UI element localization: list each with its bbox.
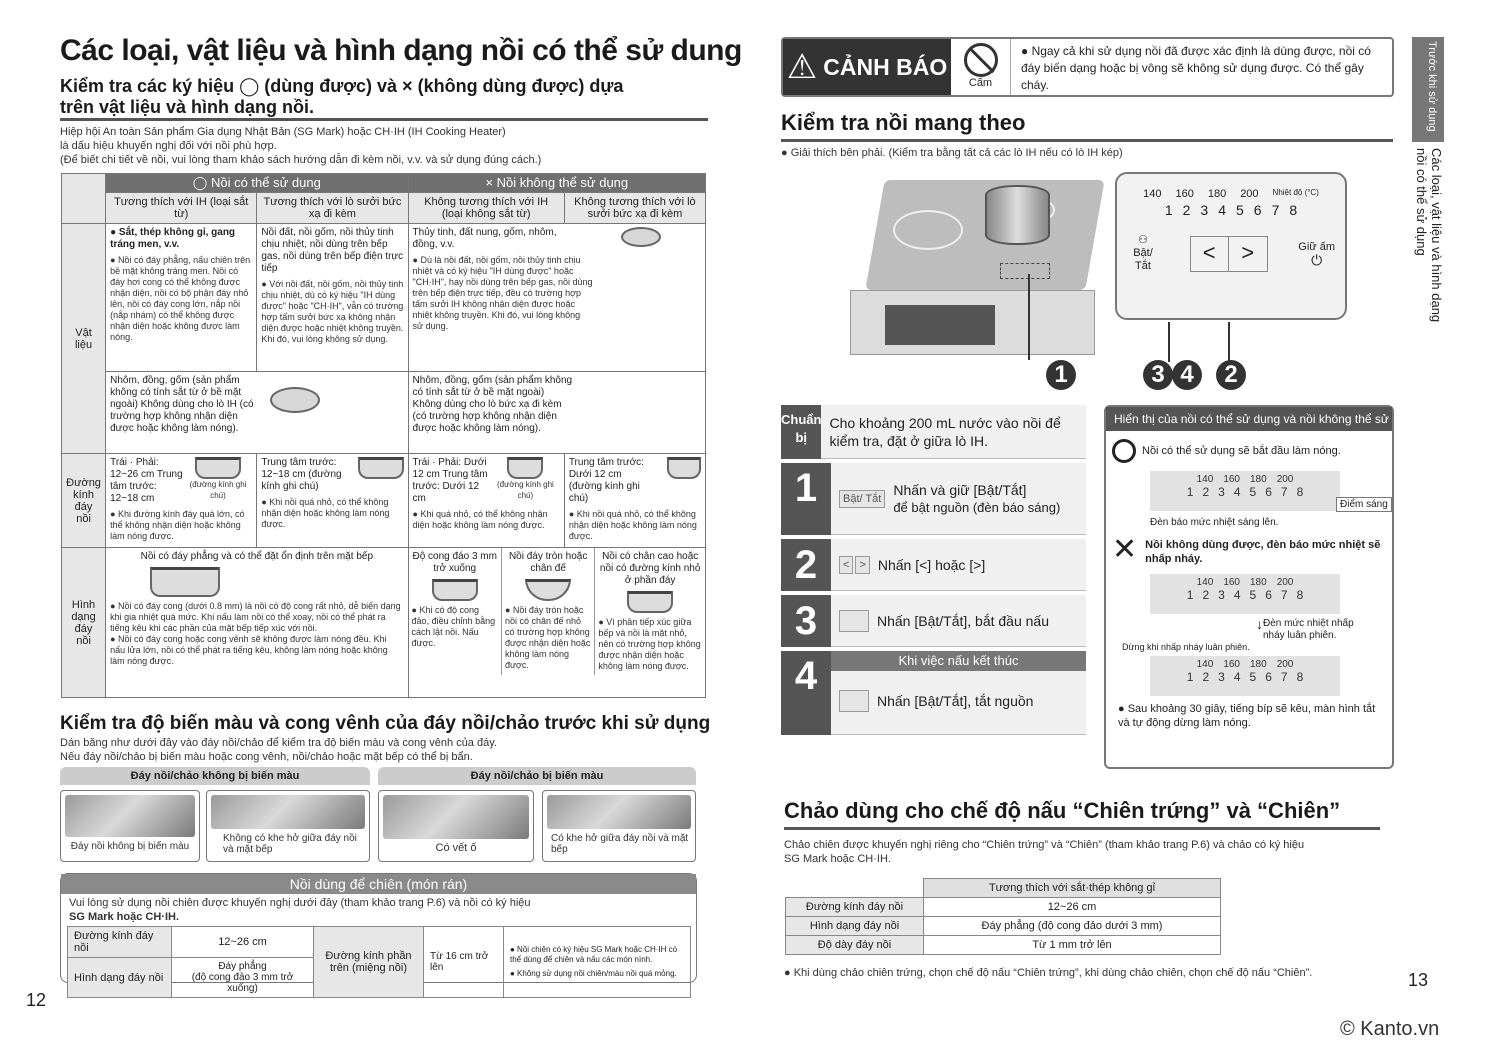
cell-text: Trung tâm trước: 12~18 cm (đường kính ghi chú) xyxy=(261,457,342,492)
blink-caption: Đèn mức nhiệt nhấp nháy luân phiên. xyxy=(1263,618,1354,641)
table-corner xyxy=(786,879,924,898)
pot-on-cooktop-icon xyxy=(985,185,1050,245)
page-title: Các loại, vật liệu và hình dạng nồi có thể sử dung xyxy=(60,34,742,67)
photo-caption: Có khe hở giữa đáy nồi và mặt bếp xyxy=(551,833,689,855)
steps-panel xyxy=(781,405,1086,735)
table-cell xyxy=(257,224,408,372)
callout-number: 4 xyxy=(1172,360,1202,390)
temp-unit: Nhiệt độ (°C) xyxy=(1272,188,1319,197)
level-number: 6 xyxy=(1253,202,1262,218)
lit-label: Điểm sáng xyxy=(1336,497,1392,512)
callout-number: 2 xyxy=(1216,360,1246,390)
step-prep xyxy=(781,405,1086,459)
ok-circle-icon xyxy=(1112,439,1136,463)
cell-note: ● Dù là nồi đất, nồi gốm, nồi thủy tinh chịu nhiệt và có ký hiệu "IH dùng được" hoặc "CH·IH", hay nồi dùng trên bếp gas, nồi dùng trên bếp điện trực tiếp, đều có trường hợp tấm sưởi IH không nhận diện được hoặc nhiệt không truyền. Khi đó, vui lòng không sử dụng. xyxy=(412,255,593,331)
column-header: Tương thích với IH (loại sắt từ) xyxy=(106,193,257,224)
warning-label: CẢNH BÁO xyxy=(823,53,948,80)
subtitle-line: Kiểm tra các ký hiệu ◯ (dùng được) và × (không dùng được) dựa xyxy=(60,76,624,96)
spec-value: 12~26 cm xyxy=(924,898,1221,917)
spec-value: (độ cong đảo 3 mm trở xuống) xyxy=(191,972,294,994)
table-cell xyxy=(408,454,564,548)
row-header-shape: Hình dạng đáy nồi xyxy=(62,548,106,698)
cell-note: ● Nồi đáy tròn hoặc nồi có chân đế nhỏ có trường hợp không được nhận diện hoặc không làm nóng được. xyxy=(504,605,591,670)
display-result-box xyxy=(1104,405,1394,769)
intro-line: (Để biết chi tiết về nồi, vui lòng tham khảo sách hướng dẫn đi kèm nồi, v.v. và sử dụng đúng cách.) xyxy=(60,154,542,166)
step-number: 1 xyxy=(781,463,831,535)
step-1 xyxy=(781,463,1086,535)
caption: (đường kính ghi chú) xyxy=(189,480,247,500)
cell-title: Thủy tinh, đất nung, gốm, nhôm, đồng, v.v. xyxy=(412,227,557,250)
panel-buttons xyxy=(1127,234,1335,273)
keep-warm-label: Giữ ấm xyxy=(1298,240,1335,253)
grill-door xyxy=(885,305,995,345)
photo-card xyxy=(206,790,370,862)
step-number: 4 xyxy=(781,651,831,735)
display-off: 140 160 180 200 1 2 3 4 5 6 7 8 xyxy=(1150,656,1340,696)
cell-note: ● Vì phần tiếp xúc giữa bếp và nồi là mặt nhỏ, nên có trường hợp không được nhận diện hoặc không làm nóng được. xyxy=(598,617,701,671)
text-line: Nếu đáy nồi/chảo bị biến màu hoặc cong vênh, nồi/chảo hoặc mặt bếp có thể bị bẩn. xyxy=(60,751,473,763)
photo-card xyxy=(542,790,696,862)
spec-value: Đáy phẳng xyxy=(218,961,267,972)
spec-key: Độ dày đáy nồi xyxy=(786,936,924,955)
step-4 xyxy=(781,651,1086,735)
warped-pan-photo xyxy=(547,795,691,829)
pot-icon xyxy=(432,579,478,601)
onoff-icon: ⚇ xyxy=(1138,234,1148,246)
section-title-discolor: Kiểm tra độ biến màu và cong vênh của đáy nồi/chảo trước khi sử dụng xyxy=(60,713,711,734)
intro-line: là dấu hiệu khuyến nghị đối với nồi phù hợp. xyxy=(60,140,277,152)
cell-text: Trái · Phải: 12~26 cm Trung tâm trước: 12~18 cm xyxy=(110,457,183,504)
table-cell xyxy=(106,548,408,698)
display-lit: 140 160 180 200 1 2 3 4 5 6 7 8 xyxy=(1150,471,1340,511)
onoff-key-icon xyxy=(839,610,869,632)
left-key-icon: < xyxy=(839,556,853,574)
side-tab-pot-types[interactable]: Các loại, vật liệu và hình dạng nồi có thể sử dụng xyxy=(1414,148,1444,323)
pan-spec-table xyxy=(785,878,1221,955)
spec-header: Tương thích với sắt·thép không gỉ xyxy=(924,879,1221,898)
blink-note xyxy=(1256,618,1392,642)
text-line: Dán băng như dưới đây vào đáy nồi/chảo để kiểm tra độ biến màu và cong vênh của đáy. xyxy=(60,737,497,749)
spec-note: ● Nồi chiên có ký hiệu SG Mark hoặc CH·IH có thể dùng để chiên và nấu các món nình. xyxy=(510,945,678,964)
prohibit-label: Cấm xyxy=(968,77,993,89)
spec-key: Hình dạng đáy nồi xyxy=(68,958,172,998)
warning-label-block xyxy=(783,39,951,95)
cell-text: Nhôm, đồng, gốm (sản phẩm không có tính sắt từ ở bề mặt ngoài) Không dùng cho lò IH (có trường hợp không nhận diện được hoặc không làm nóng). xyxy=(110,375,254,434)
right-key-icon: > xyxy=(855,556,869,574)
cell-title: ● Sắt, thép không gỉ, gang tráng men, v.v. xyxy=(110,227,236,250)
step-label: Chuẩn bị xyxy=(781,405,821,459)
callout-line xyxy=(1168,322,1170,362)
step-text: để bật nguồn (đèn báo sáng) xyxy=(893,499,1061,515)
callout-number: 1 xyxy=(1046,360,1076,390)
increase-button[interactable]: > xyxy=(1241,239,1255,265)
control-panel xyxy=(1115,172,1347,320)
table-cell xyxy=(408,548,705,698)
table-corner xyxy=(62,174,106,224)
table-cell xyxy=(106,454,257,548)
footed-pot-icon xyxy=(627,591,673,613)
step-text: Nhấn [Bật/Tắt], bắt đầu nấu xyxy=(877,612,1050,629)
prohibit-block xyxy=(951,39,1011,95)
text-line: Chảo chiên được khuyến nghị riêng cho “Chiên trứng” và “Chiên” (tham khảo trang P.6) và chảo có ký hiệu xyxy=(784,839,1305,851)
intro-text xyxy=(60,125,700,167)
side-tab-before-use[interactable]: Trước khi sử dụng xyxy=(1412,37,1444,142)
cell-title: Độ cong đáo 3 mm trở xuống xyxy=(412,551,497,574)
step-text: Nhấn và giữ [Bật/Tắt] xyxy=(893,481,1027,498)
level-number: 2 xyxy=(1182,202,1191,218)
ok-text: Nồi có thể sử dụng sẽ bắt đầu làm nóng. xyxy=(1142,445,1341,457)
prohibit-icon xyxy=(964,43,998,77)
cell-note: ● Nồi có đáy cong hoặc cong vênh sẽ không được làm nóng đều. Khi nấu lửa lớn, nồi có thể phát ra tiếng kêu, không làm nóng hoặc không làm nóng được. xyxy=(110,634,388,666)
spec-value: Từ 1 mm trở lên xyxy=(924,936,1221,955)
section-title-check: Kiểm tra nồi mang theo xyxy=(781,110,1026,135)
ok-caption: Đèn báo mức nhiệt sáng lên. xyxy=(1150,517,1279,528)
level-number: 4 xyxy=(1218,202,1226,218)
stained-pan-photo xyxy=(383,795,529,839)
spec-key: Đường kính phần trên (miệng nồi) xyxy=(314,927,424,998)
cell-note: ● Nồi có đáy phẳng, nấu chiên trên bề mặt không tráng men. Nồi có đáy hơi cong có thể không được nhận diện, nồi có bộ phận đáy nhỏ lên, nồi có đáy cong lớn, nắp nồi (nắp nhám) có thể không được nhận diện hoặc không được làm nóng. xyxy=(110,255,251,342)
cell-note: ● Khi đường kính đáy quá lớn, có thể không nhận diện hoặc không làm nóng được. xyxy=(110,509,245,541)
divider xyxy=(781,139,1393,142)
level-number: 1 xyxy=(1164,202,1173,218)
cell-title: Nồi có chân cao hoặc nồi có đường kính nhỏ ở phần đáy xyxy=(599,551,701,586)
pan-note: ● Khi dùng chảo chiên trứng, chọn chế độ nấu “Chiên trứng”, khi dùng chảo chiên, chọn chế độ nấu “Chiên”. xyxy=(784,967,1313,979)
pan-bottom-photo xyxy=(65,795,195,837)
table-cell xyxy=(408,372,705,454)
row-header-diameter: Đường kính đáy nồi xyxy=(62,454,106,548)
onoff-key-icon xyxy=(839,690,869,712)
onoff-label: Bật/ Tắt xyxy=(1133,247,1153,272)
callout-line xyxy=(1028,274,1030,360)
section-text xyxy=(60,736,700,764)
control-area-marker xyxy=(1000,263,1050,279)
section-title-pan: Chảo dùng cho chế độ nấu “Chiên trứng” và “Chiên” xyxy=(784,798,1341,823)
temp-label: 200 xyxy=(1240,188,1259,200)
onoff-button[interactable] xyxy=(1127,234,1159,273)
subtitle-line: trên vật liệu và hình dạng nồi. xyxy=(60,97,315,117)
step-number: 3 xyxy=(781,595,831,647)
caption: (đường kính ghi chú) xyxy=(496,480,554,500)
cell-title: Nồi có đáy phẳng và có thể đặt ổn định trên mặt bếp xyxy=(140,551,374,562)
pot-compatibility-table xyxy=(61,173,706,698)
level-number: 5 xyxy=(1236,202,1244,218)
step-3 xyxy=(781,595,1086,647)
power-icon: ⏻ xyxy=(1311,251,1323,268)
decrease-button[interactable]: < xyxy=(1191,237,1229,271)
spec-value: Từ 16 cm trở lên xyxy=(424,927,504,998)
cell-note: ● Khi có độ cong đảo, điều chỉnh bằng cách lật nồi. Nấu được. xyxy=(411,605,496,648)
burner-ring xyxy=(893,210,963,250)
cell-note: ● Khi nồi quá nhỏ, có thể không nhận diện hoặc không làm nóng được. xyxy=(261,497,390,529)
table-cell xyxy=(106,372,408,454)
pot-icon xyxy=(667,457,701,479)
step-2 xyxy=(781,539,1086,591)
cooktop-illustration xyxy=(845,175,1095,385)
warning-text: ● Ngay cả khi sử dụng nồi đã được xác định là dùng được, nồi có đáy biến dạng hoặc bị vông sẽ không sử dụng được. Có thể gây cháy. xyxy=(1021,44,1371,92)
temp-labels xyxy=(1127,188,1335,200)
cell-note: ● Nồi có đáy cong (dưới 0.8 mm) là nồi có độ cong rất nhỏ, dễ biến dạng khi gia nhiệt quá mức. Khi nấu làm nồi có thể xoay, nồi có thể phát ra tiếng kêu khi các phần của mặt bếp tiếp xúc với nồi. xyxy=(110,601,401,633)
cell-text: Trái · Phải: Dưới 12 cm Trung tâm trước: Dưới 12 cm xyxy=(412,457,488,504)
photo-caption: Có vết ố xyxy=(435,842,477,854)
pot-icon xyxy=(507,457,543,479)
frying-pot-box xyxy=(60,873,697,994)
spec-key: Hình dạng đáy nồi xyxy=(786,917,924,936)
cell-text: Nhôm, đồng, gốm (sản phẩm không có tính sắt từ ở bề mặt ngoài) Không dùng cho lò bức xạ đi kèm (có trường hợp không nhận diện được hoặc không làm nóng). xyxy=(412,375,573,434)
pan-side-photo xyxy=(211,795,365,829)
round-pot-icon xyxy=(525,579,571,601)
column-header: Không tương thích với IH (loại không sắt từ) xyxy=(408,193,564,224)
arrow-down-icon: ↓ xyxy=(1256,616,1263,632)
callout-line xyxy=(1228,322,1230,362)
spec-key: Đường kính đáy nồi xyxy=(786,898,924,917)
check-note: ● Giải thích bên phải. (Kiểm tra bằng tất cả các lò IH nếu có lò IH kép) xyxy=(781,147,1123,159)
flat-pot-icon xyxy=(150,567,220,597)
cell-note: ● Với nồi đất, nồi gốm, nồi thủy tinh chịu nhiệt, dù có ký hiệu "IH dùng được" hoặc "CH·IH", vẫn có trường hợp tấm sưởi bức xạ không nhận diện được hoặc nhiệt không truyền. Khi đó, vui lòng không sử dụng. xyxy=(261,279,404,344)
warning-box xyxy=(781,37,1394,97)
photo-caption: Đáy nồi không bị biến màu xyxy=(70,841,190,852)
cell-note: ● Khi nồi quá nhỏ, có thể không nhận diện hoặc không làm nóng được. xyxy=(568,509,697,541)
level-number: 7 xyxy=(1271,202,1280,218)
level-numbers xyxy=(1127,202,1335,218)
cell-text: Trung tâm trước: Dưới 12 cm (đường kính ghi chú) xyxy=(568,457,644,504)
step-subheader: Khi việc nấu kết thúc xyxy=(831,651,1086,671)
stop-caption: Dừng khi nhấp nháy luân phiên. xyxy=(1122,642,1250,652)
page-number-right: 13 xyxy=(1408,970,1429,990)
box-title: Nồi dùng để chiên (món rán) xyxy=(61,874,696,894)
level-number: 8 xyxy=(1289,202,1298,218)
cell-note: ● Khi quá nhỏ, có thể không nhận diện hoặc không làm nóng được. xyxy=(412,509,548,530)
temp-label: 180 xyxy=(1207,188,1227,200)
spec-note: ● Không sử dụng nồi chiên/màu nồi quá mỏng. xyxy=(510,969,677,978)
end-note: ● Sau khoảng 30 giây, tiếng bíp sẽ kêu, màn hình tắt và tự động dừng làm nóng. xyxy=(1118,703,1376,729)
step-number: 2 xyxy=(781,539,831,591)
row-header-material: Vật liệu xyxy=(62,224,106,454)
section-subtitle xyxy=(60,76,623,118)
text-line: SG Mark hoặc CH·IH. xyxy=(784,853,891,865)
step-text: Cho khoảng 200 mL nước vào nồi để kiểm tra, đặt ở giữa lò IH. xyxy=(829,414,1061,449)
box-text: SG Mark hoặc CH·IH. xyxy=(69,911,180,923)
copyright: © Kanto.vn xyxy=(1340,1018,1440,1040)
group-header-ok: ◯ Nồi có thể sử dụng xyxy=(106,174,408,193)
display-blink: 140 160 180 200 1 2 3 4 5 6 7 8 xyxy=(1150,574,1340,614)
level-number: 3 xyxy=(1200,202,1209,218)
pot-icon xyxy=(358,457,404,479)
step-text: Nhấn [<] hoặc [>] xyxy=(877,556,986,573)
temp-label: 140 xyxy=(1143,188,1162,200)
table-cell xyxy=(408,224,705,372)
table-cell xyxy=(564,454,705,548)
photo-card xyxy=(60,790,200,862)
cell-title: Nồi đáy tròn hoặc chân đế xyxy=(508,551,588,574)
spec-key: Đường kính đáy nồi xyxy=(68,927,172,958)
step-text: Nhấn [Bật/Tắt], tắt nguồn xyxy=(877,693,1034,709)
callout-number: 3 xyxy=(1143,360,1173,390)
pot-icon xyxy=(195,457,241,479)
pan-intro xyxy=(784,838,1344,866)
divider xyxy=(784,827,1380,830)
frying-spec-table xyxy=(67,926,691,998)
keep-warm-button[interactable] xyxy=(1298,241,1335,267)
column-header: Tương thích với lò sưởi bức xạ đi kèm xyxy=(257,193,408,224)
cell-title: Nồi đất, nồi gốm, nồi thủy tinh chịu nhiệt, nồi dùng trên bếp gas, nồi dùng trên bếp điện trực tiếp xyxy=(261,227,404,274)
photo-caption: Không có khe hở giữa đáy nồi và mặt bếp xyxy=(223,833,357,855)
column-header: Không tương thích với lò sưởi bức xạ đi kèm xyxy=(564,193,705,224)
ng-cross-icon: ✕ xyxy=(1112,533,1138,566)
spec-value: Đáy phẳng (độ cong đảo dưới 3 mm) xyxy=(924,917,1221,936)
box-title: Hiển thị của nồi có thể sử dụng và nồi không thể sử dụng xyxy=(1106,407,1392,431)
clay-pot-icon xyxy=(621,227,661,247)
page-number-left: 12 xyxy=(26,990,47,1010)
spec-value: 12~26 cm xyxy=(172,927,314,958)
divider xyxy=(60,118,708,121)
table-cell xyxy=(257,454,408,548)
tab-no-discolor: Đáy nồi/chảo không bị biến màu xyxy=(60,767,370,785)
temp-label: 160 xyxy=(1175,188,1194,200)
photo-card xyxy=(378,790,534,862)
warning-triangle-icon: ⚠ xyxy=(786,48,818,86)
intro-line: Hiệp hội An toàn Sản phẩm Gia dụng Nhật Bản (SG Mark) hoặc CH·IH (IH Cooking Heater) xyxy=(60,126,506,138)
onoff-key-icon: Bật/ Tắt xyxy=(839,490,885,508)
box-text: Vui lòng sử dụng nồi chiên được khuyến nghị dưới đây (tham khảo trang P.6) và nồi có ký hiệu xyxy=(69,897,531,909)
table-cell xyxy=(106,224,257,372)
tab-discolor: Đáy nồi/chảo bị biến màu xyxy=(378,767,696,785)
aluminum-pan-icon xyxy=(270,387,320,413)
group-header-ng: × Nồi không thể sử dụng xyxy=(408,174,705,193)
ng-text: Nồi không dùng được, đèn báo mức nhiệt sẽ nhấp nháy. xyxy=(1145,539,1381,565)
